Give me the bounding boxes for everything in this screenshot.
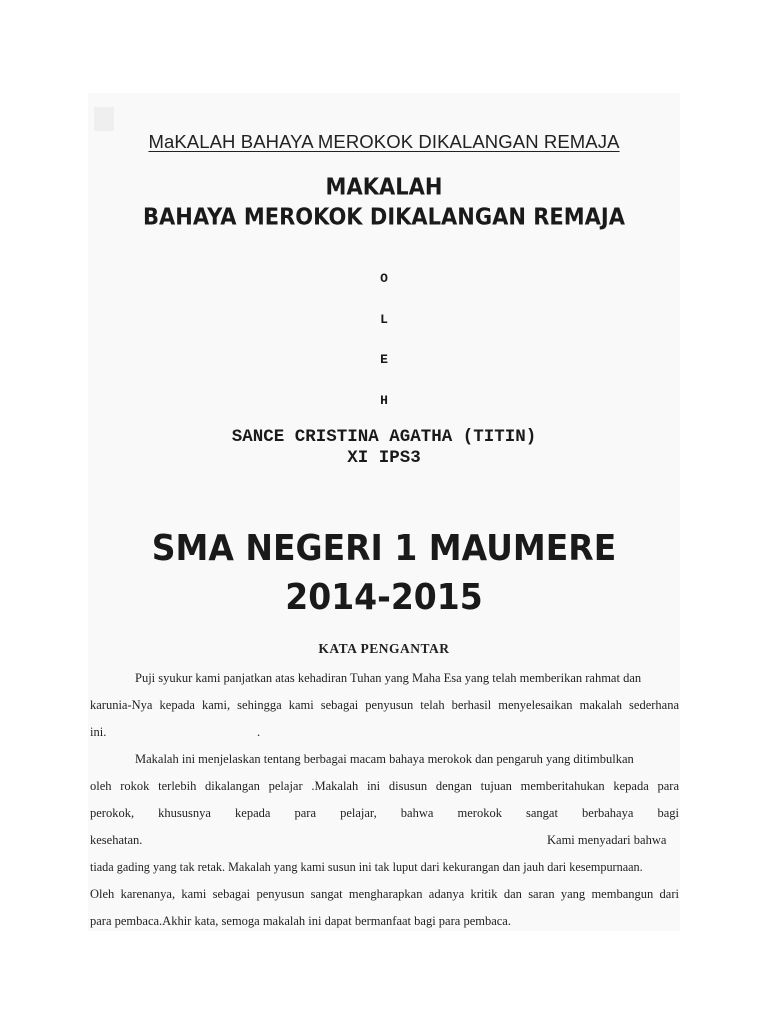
oleh-letter-e: E bbox=[380, 352, 388, 367]
header-title: MaKALAH BAHAYA MEROKOK DIKALANGAN REMAJA bbox=[148, 131, 620, 152]
paragraph-line: Makalah ini menjelaskan tentang berbagai macam bahaya merokok dan pengaruh yang ditimbulkan bbox=[135, 752, 634, 766]
paragraph-line: perokok, khususnya kepada para pelajar, bahwa merokok sangat berbahaya bagi bbox=[90, 806, 679, 820]
title-line-1: MAKALAH bbox=[325, 174, 443, 200]
paragraph-line-right: Kami menyadari bahwa bbox=[547, 833, 667, 847]
page-corner-mark bbox=[94, 107, 114, 131]
paragraph-line: tiada gading yang tak retak. Makalah yang kami susun ini tak luput dari kekurangan dan jauh dari kesempurnaan. bbox=[90, 860, 643, 874]
oleh-letter-h: H bbox=[380, 393, 388, 408]
paragraph-line: karunia-Nya kepada kami, sehingga kami sebagai penyusun telah berhasil menyelesaikan makalah sederhana bbox=[90, 698, 679, 712]
title-line-2: BAHAYA MEROKOK DIKALANGAN REMAJA bbox=[143, 204, 625, 230]
paragraph-line: kesehatan. bbox=[90, 833, 143, 847]
paragraph-dot: . bbox=[257, 725, 261, 739]
paragraph-line: Oleh karenanya, kami sebagai penyusun sangat mengharapkan adanya kritik dan saran yang membangun dari bbox=[90, 887, 679, 901]
oleh-letter-l: L bbox=[380, 312, 388, 327]
section-heading: KATA PENGANTAR bbox=[318, 641, 450, 656]
paragraph-line: ini. bbox=[90, 725, 107, 739]
paragraph-line: oleh rokok terlebih dikalangan pelajar .Makalah ini disusun dengan tujuan memberitahukan kepada para bbox=[90, 779, 679, 793]
document-page bbox=[88, 93, 680, 931]
paragraph-line: Puji syukur kami panjatkan atas kehadiran Tuhan yang Maha Esa yang telah memberikan rahmat dan bbox=[135, 671, 642, 685]
author-name: SANCE CRISTINA AGATHA (TITIN) bbox=[231, 427, 537, 447]
oleh-letter-o: O bbox=[380, 271, 388, 286]
school-name: SMA NEGERI 1 MAUMERE bbox=[151, 526, 617, 569]
paragraph-line: para pembaca.Akhir kata, semoga makalah ini dapat bermanfaat bagi para pembaca. bbox=[90, 914, 511, 928]
school-year: 2014-2015 bbox=[285, 575, 483, 618]
author-class: XI IPS3 bbox=[347, 448, 421, 468]
